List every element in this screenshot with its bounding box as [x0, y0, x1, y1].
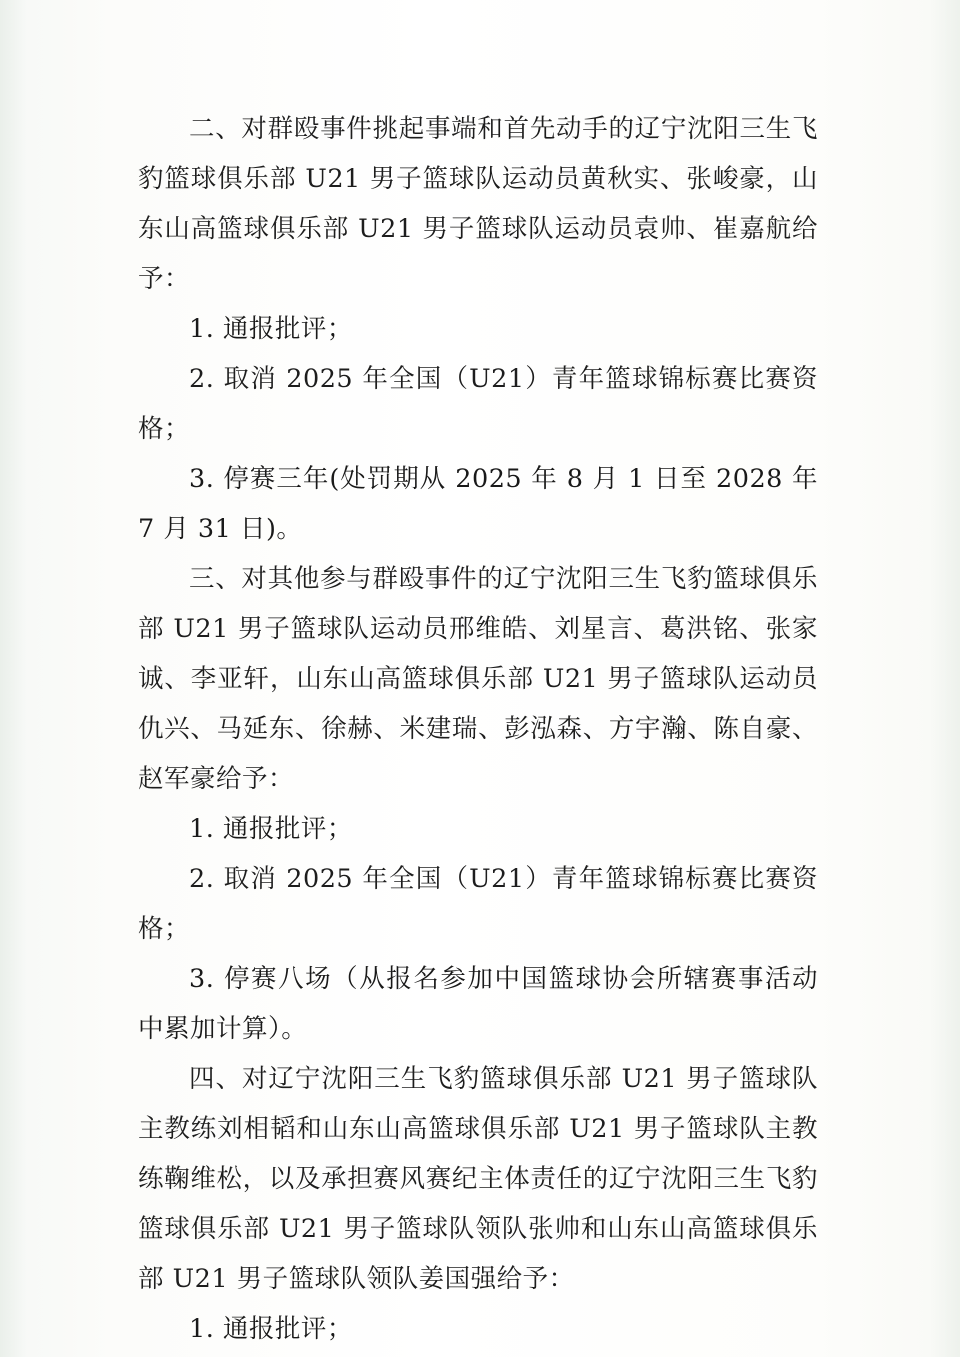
paragraph-section-3-item-1: 1. 通报批评；: [189, 814, 353, 844]
scan-edge-left: [0, 0, 26, 1357]
paragraph-section-4-item-1: 1. 通报批评；: [189, 1314, 353, 1344]
document-text-body: [138, 104, 818, 1354]
paragraph-section-2-heading: 二、对群殴事件挑起事端和首先动手的辽宁沈阳三生飞豹篮球俱乐部 U21 男子篮球队运动员黄秋实、张峻豪，山东山高篮球俱乐部 U21 男子篮球队运动员袁帅、崔嘉航给予：: [138, 114, 818, 294]
paragraph-section-2-item-1: 1. 通报批评；: [189, 314, 353, 344]
scan-edge-right: [930, 0, 960, 1357]
paragraph-section-3-item-3: 3. 停赛八场（从报名参加中国篮球协会所辖赛事活动中累加计算）。: [138, 964, 818, 1044]
paragraph-section-3-item-2: 2. 取消 2025 年全国（U21）青年篮球锦标赛比赛资格；: [138, 864, 818, 944]
paragraph-section-2-item-3: 3. 停赛三年(处罚期从 2025 年 8 月 1 日至 2028 年 7 月 31 日)。: [138, 464, 818, 544]
paragraph-section-2-item-2: 2. 取消 2025 年全国（U21）青年篮球锦标赛比赛资格；: [138, 364, 818, 444]
paragraph-section-4-heading: 四、对辽宁沈阳三生飞豹篮球俱乐部 U21 男子篮球队主教练刘相韬和山东山高篮球俱乐部 U21 男子篮球队主教练鞠维松，以及承担赛风赛纪主体责任的辽宁沈阳三生飞豹篮球俱乐部 U21 男子篮球队领队张帅和山东山高篮球俱乐部 U21 男子篮球队领队姜国强给予：: [138, 1064, 818, 1294]
paragraph-section-3-heading: 三、对其他参与群殴事件的辽宁沈阳三生飞豹篮球俱乐部 U21 男子篮球队运动员邢维皓、刘星言、葛洪铭、张家诚、李亚轩，山东山高篮球俱乐部 U21 男子篮球队运动员仇兴、马延东、徐赫、米建瑞、彭泓森、方宇瀚、陈自豪、赵军豪给予：: [138, 564, 818, 794]
